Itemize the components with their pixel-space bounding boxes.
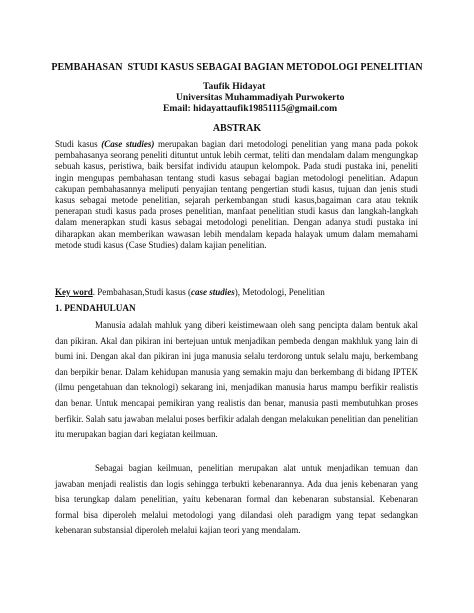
keyword-text-1: . Pembahasan,Studi kasus ( — [92, 287, 191, 297]
paragraph-1-text: Manusia adalah mahluk yang diberi keistimewaan oleh sang pencipta dalam bentuk akal dan pikiran. Akal dan pikiran ini bertejuan untuk menjadikan pembeda dengan makhluk yang lain di bumi ini. Dengan akal dan pikiran ini juga manusia selalu terdorong untuk selalu maju, berkembang dan berpikir benar. Dalam kehidupan manusia yang semakin maju dan berkembang di bidang IPTEK (ilmu pengetahuan dan teknologi) sekarang ini, menjadikan manusia harus mampu berfikir realistis dan benar. Untuk mencapai pemikiran yang realistis dan benar, manusia pasti membutuhkan proses berfikir. Salah satu jawaban melalui poses berfikir adalah dengan melakukan penelitian dan penelitian itu merupakan bagian dari kegiatan keilmuan. — [55, 320, 418, 440]
keyword-label: Key word — [55, 287, 93, 297]
abstract-term: (Case studies) — [101, 139, 155, 149]
section-heading: 1. PENDAHULUAN — [55, 303, 136, 313]
author-name: Taufik Hidayat — [203, 81, 266, 92]
abstract-body — [55, 139, 418, 251]
abstract-heading: ABSTRAK — [212, 123, 262, 134]
keyword-text-2: ), Metodologi, Penelitian — [234, 287, 325, 297]
author-affiliation: Universitas Muhammadiyah Purwokerto — [176, 92, 345, 103]
keywords — [55, 287, 425, 298]
keyword-term: case studies — [191, 287, 235, 297]
paper-title: PEMBAHASAN STUDI KASUS SEBAGAI BAGIAN METODOLOGI PENELITIAN — [51, 62, 423, 73]
body-paragraph — [55, 461, 418, 539]
abstract-text: merupakan bagian dari metodologi penelitian yang mana pada pokok pembahasanya seorang peneliti dituntut untuk lebih cermat, teliti dan mendalam dalam mengungkap sebuah kasus, peristiwa, baik bersifat individu ataupun kelompok. Pada studi pustaka ini, peneliti ingin mengupas pembahasan tentang studi kasus sebagai bagian metodologi penelitian. Adapun cakupan pembahasannya meliputi penyajian tentang pengertian studi kasus, tujuan dan jenis studi kasus sebagai metode penelitian, sejarah perkembangan studi kasus,bagaiman cara atau teknik penerapan studi kasus pada proses penelitian, manfaat penelitian studi kasus dan langkah-langkah dalam menerapkan studi kasus sebagai metodologi penelitian. Dengan adanya studi pustaka ini diharapkan akan memberikan wawasan lebih mendalam kepada halayak umum dalam memahami metode studi kasus (Case Studies) dalam kajian penelitian. — [55, 139, 419, 250]
body-paragraph — [55, 318, 418, 443]
abstract-lead: Studi kasus — [55, 139, 102, 149]
paragraph-2-text: Sebagai bagian keilmuan, penelitian merupakan alat untuk menjadikan temuan dan jawaban menjadi realistis dan logis sehingga terbukti kebenarannya. Ada dua jenis kebenaran yang bisa terungkap dalam penelitian, yaitu kebenaran formal dan kebenaran substansial. Kebenaran formal bisa diperoleh melalui metodologi yang dilandasi oleh paradigm yang tepat sedangkan kebenaran substansial diperoleh melalui kajian teori yang mendalam. — [55, 463, 418, 536]
author-email: Email: hidayattaufik19851115@gmail.com — [163, 103, 338, 114]
